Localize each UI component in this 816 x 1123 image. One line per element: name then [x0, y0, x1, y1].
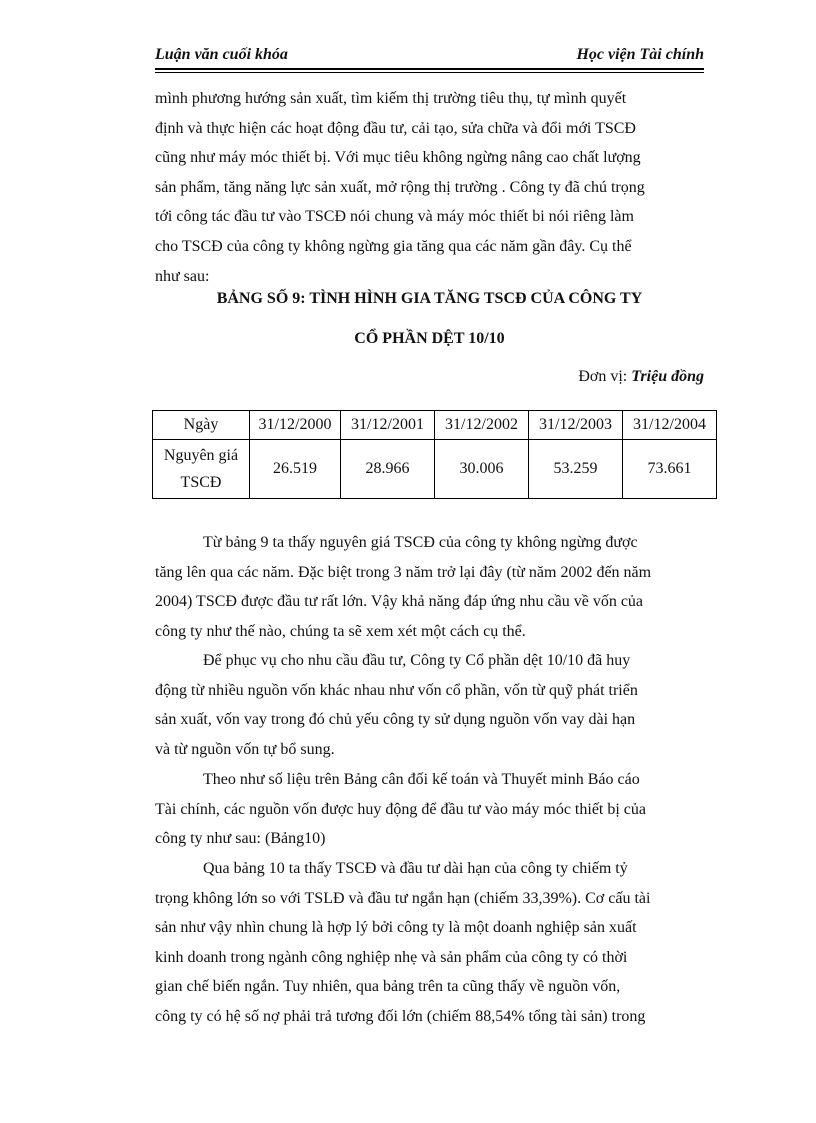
- text-line: như sau:: [155, 267, 210, 285]
- unit-prefix: Đơn vị:: [578, 368, 632, 385]
- text-line: kinh doanh trong ngành công nghiệp nhẹ và sản phẩm của công ty có thời: [155, 948, 628, 966]
- row-label-cell: [153, 440, 250, 499]
- intro-paragraph: [155, 84, 704, 291]
- text-line: công ty như sau: (Bảng10): [155, 830, 326, 848]
- row-label-line: TSCĐ: [180, 474, 222, 491]
- page-header: [155, 44, 704, 68]
- unit-value: Triệu đồng: [631, 368, 704, 385]
- text-line: mình phương hướng sản xuất, tìm kiếm thị trường tiêu thụ, tự mình quyết: [155, 90, 627, 107]
- text-line: gian chế biến ngắn. Tuy nhiên, qua bảng trên ta cũng thấy về nguồn vốn,: [155, 978, 621, 996]
- text-line: cũng như máy móc thiết bị. Với mục tiêu không ngừng nâng cao chất lượng: [155, 149, 641, 167]
- paragraph-2: [155, 646, 704, 764]
- row-label-line: Nguyên giá: [163, 447, 239, 464]
- header-cell-year: 31/12/2002: [435, 411, 529, 440]
- header-thesis-title: Luận văn cuối khóa: [155, 46, 288, 63]
- text-line: và từ nguồn vốn tự bổ sung.: [155, 740, 335, 758]
- text-line: trọng không lớn so với TSLĐ và đầu tư ngắn hạn (chiếm 33,39%). Cơ cấu tài: [155, 889, 651, 907]
- text-line: cho TSCĐ của công ty không ngừng gia tăng qua các năm gần đây. Cụ thể: [155, 237, 632, 255]
- text-line: tới công tác đầu tư vào TSCĐ nói chung và máy móc thiết bi nói riêng làm: [155, 208, 634, 226]
- unit-label: [155, 368, 704, 386]
- text-line: tăng lên qua các năm. Đặc biệt trong 3 năm trở lại đây (từ năm 2002 đến năm: [155, 563, 652, 581]
- paragraph-4: [155, 854, 704, 1032]
- value-cell: 73.661: [623, 440, 717, 499]
- text-line: Theo như số liệu trên Bảng cân đối kế toán và Thuyết minh Báo cáo: [203, 771, 640, 788]
- text-line: công ty có hệ số nợ phải trả tương đối lớn (chiếm 88,54% tổng tài sản) trong: [155, 1007, 646, 1025]
- header-cell-year: 31/12/2004: [623, 411, 717, 440]
- text-line: định và thực hiện các hoạt động đầu tư, cải tạo, sửa chữa và đổi mới TSCĐ: [155, 119, 636, 137]
- paragraph-1: [155, 528, 704, 646]
- paragraph-3: [155, 765, 704, 854]
- table-title-line2: CỔ PHẦN DỆT 10/10: [354, 330, 505, 347]
- table-title-line1: BẢNG SỐ 9: TÌNH HÌNH GIA TĂNG TSCĐ CỦA CÔNG TY: [216, 290, 643, 307]
- table-header-row: [153, 411, 717, 440]
- header-institution: Học viện Tài chính: [576, 46, 704, 63]
- text-line: công ty như thế nào, chúng ta sẽ xem xét một cách cụ thể.: [155, 622, 526, 640]
- header-rule-thick: [155, 68, 704, 70]
- header-cell-year: 31/12/2001: [341, 411, 435, 440]
- value-cell: 28.966: [341, 440, 435, 499]
- header-cell-year: 31/12/2000: [250, 411, 341, 440]
- header-cell-year: 31/12/2003: [529, 411, 623, 440]
- text-line: sản xuất, vốn vay trong đó chủ yếu công ty sử dụng nguồn vốn vay dài hạn: [155, 711, 636, 729]
- text-line: động từ nhiều nguồn vốn khác nhau như vốn cổ phần, vốn từ quỹ phát triển: [155, 681, 638, 699]
- header-rule-thin: [155, 72, 704, 73]
- text-line: Để phục vụ cho nhu cầu đầu tư, Công ty Cổ phần dệt 10/10 đã huy: [203, 652, 631, 669]
- text-line: Qua bảng 10 ta thấy TSCĐ và đầu tư dài hạn của công ty chiếm tỷ: [203, 860, 628, 877]
- header-cell-date: Ngày: [153, 411, 250, 440]
- value-cell: 26.519: [250, 440, 341, 499]
- text-line: sản như vậy nhìn chung là hợp lý bởi công ty là một doanh nghiệp sản xuất: [155, 919, 637, 937]
- value-cell: 53.259: [529, 440, 623, 499]
- text-line: sản phẩm, tăng năng lực sản xuất, mở rộng thị trường . Công ty đã chú trọng: [155, 178, 645, 196]
- text-line: Tài chính, các nguồn vốn được huy động để đầu tư vào máy móc thiết bị của: [155, 800, 647, 818]
- text-line: 2004) TSCĐ được đầu tư rất lớn. Vậy khả năng đáp ứng nhu cầu về vốn của: [155, 593, 644, 611]
- asset-growth-table: [152, 410, 717, 499]
- value-cell: 30.006: [435, 440, 529, 499]
- table-value-row: [153, 440, 717, 499]
- text-line: Từ bảng 9 ta thấy nguyên giá TSCĐ của công ty không ngừng được: [203, 534, 638, 551]
